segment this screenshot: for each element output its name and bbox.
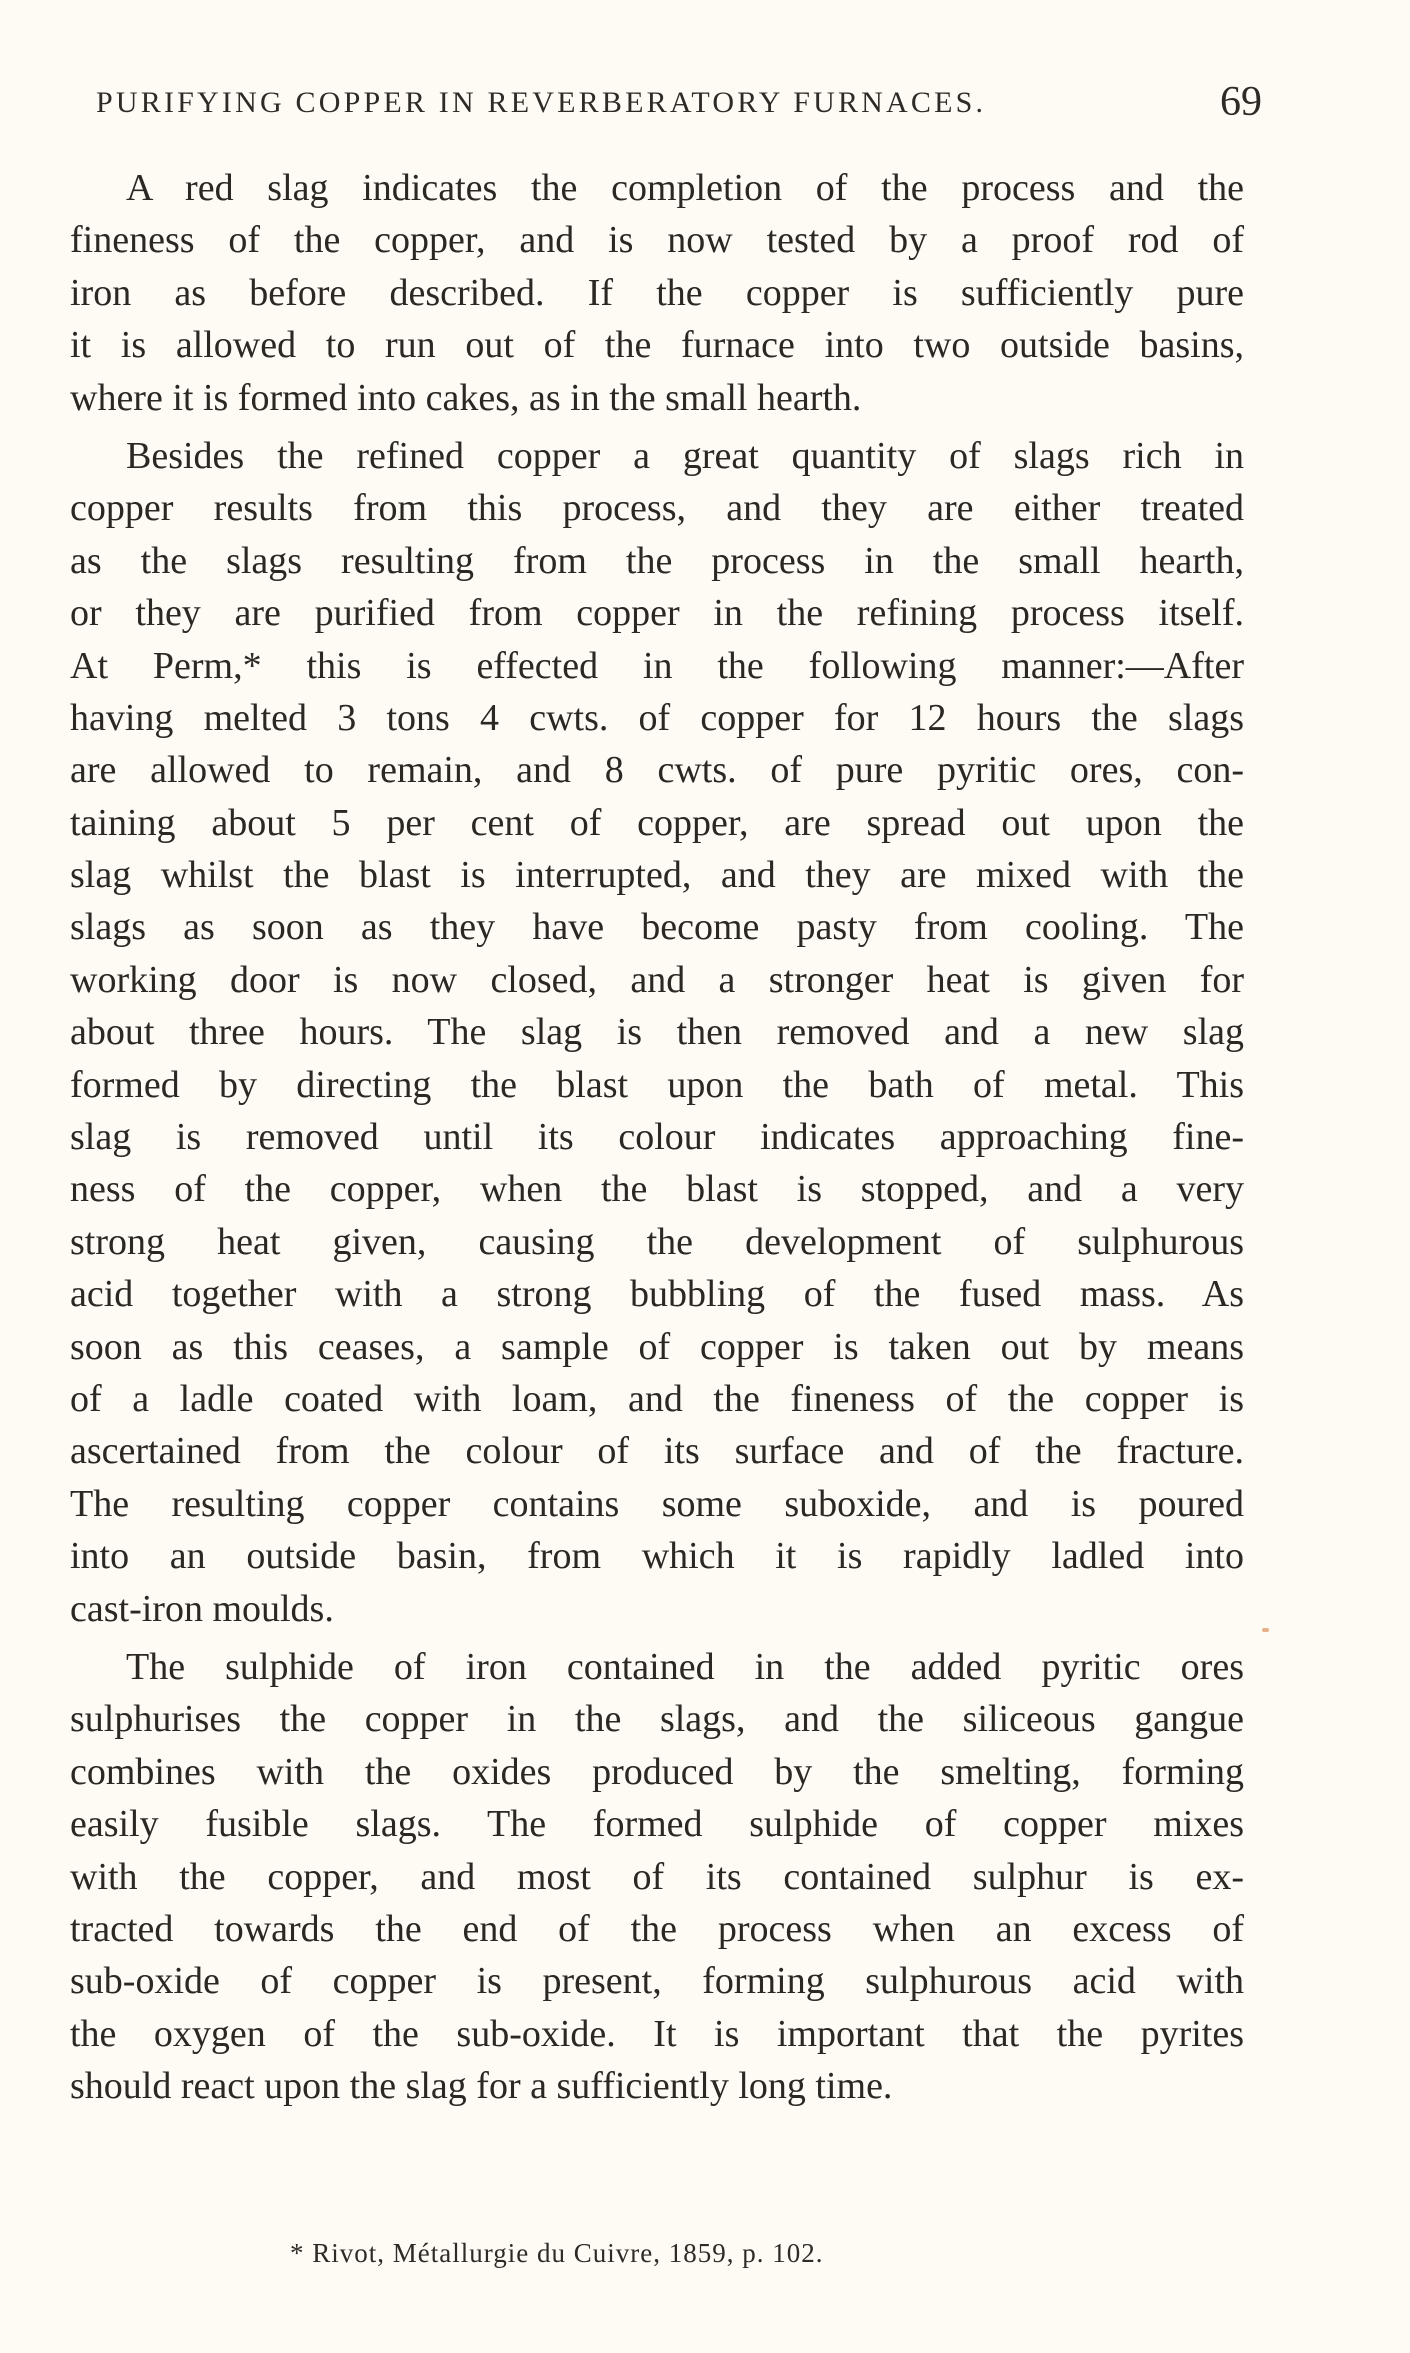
paragraph [70, 1641, 1244, 2113]
text-line: taining about 5 per cent of copper, are spread out upon the [70, 801, 1244, 844]
text-line: cast-iron moulds. [70, 1587, 334, 1630]
text-line: with the copper, and most of its contained sulphur is ex- [70, 1855, 1244, 1898]
text-line: A red slag indicates the completion of the process and the [126, 167, 1244, 209]
text-line: sub-oxide of copper is present, forming sulphurous acid with [70, 1960, 1244, 2003]
body-text [70, 162, 1244, 2112]
text-line: ness of the copper, when the blast is stopped, and a very [70, 1168, 1244, 1211]
text-line: fineness of the copper, and is now tested by a proof rod of [70, 219, 1244, 262]
text-line: slags as soon as they have become pasty from cooling. The [70, 906, 1244, 949]
text-line: iron as before described. If the copper is sufficiently pure [70, 271, 1244, 314]
text-line: should react upon the slag for a sufficiently long time. [70, 2065, 893, 2108]
text-line: working door is now closed, and a stronger heat is given for [70, 958, 1244, 1001]
text-line: copper results from this process, and they are either treated [70, 487, 1244, 530]
text-line: having melted 3 tons 4 cwts. of copper for 12 hours the slags [70, 696, 1244, 739]
running-head [96, 78, 1266, 138]
text-line: combines with the oxides produced by the smelting, forming [70, 1750, 1244, 1793]
footnote: * Rivot, Métallurgie du Cuivre, 1859, p. 102. [290, 2238, 824, 2268]
text-line: the oxygen of the sub-oxide. It is important that the pyrites [70, 2012, 1244, 2055]
text-line: it is allowed to run out of the furnace into two outside basins, [70, 324, 1244, 367]
text-line: as the slags resulting from the process in the small hearth, [70, 539, 1244, 582]
page-number: 69 [1220, 79, 1262, 125]
text-line: or they are purified from copper in the refining process itself. [70, 592, 1244, 635]
text-line: sulphurises the copper in the slags, and the siliceous gangue [70, 1698, 1244, 1741]
text-line: of a ladle coated with loam, and the fineness of the copper is [70, 1377, 1244, 1420]
text-line: slag whilst the blast is interrupted, and they are mixed with the [70, 854, 1244, 897]
text-line: where it is formed into cakes, as in the small hearth. [70, 376, 862, 419]
text-line: tracted towards the end of the process when an excess of [70, 1907, 1244, 1950]
ink-speck [1262, 1628, 1269, 1632]
running-title: PURIFYING COPPER IN REVERBERATORY FURNACES. [96, 86, 987, 119]
text-line: easily fusible slags. The formed sulphide of copper mixes [70, 1803, 1244, 1846]
text-line: The sulphide of iron contained in the added pyritic ores [126, 1645, 1244, 1688]
text-line: strong heat given, causing the development of sulphurous [70, 1220, 1244, 1263]
text-line: At Perm,* this is effected in the following manner:—After [70, 644, 1244, 687]
text-line: ascertained from the colour of its surface and of the fracture. [70, 1430, 1244, 1473]
text-line: soon as this ceases, a sample of copper is taken out by means [70, 1325, 1244, 1368]
text-line: about three hours. The slag is then removed and a new slag [70, 1011, 1244, 1054]
text-line: acid together with a strong bubbling of the fused mass. As [70, 1273, 1244, 1316]
text-line: slag is removed until its colour indicates approaching fine- [70, 1116, 1244, 1159]
text-line: formed by directing the blast upon the bath of metal. This [70, 1063, 1244, 1106]
text-line: The resulting copper contains some suboxide, and is poured [70, 1482, 1244, 1525]
text-line: Besides the refined copper a great quantity of slags rich in [126, 434, 1244, 477]
text-line: are allowed to remain, and 8 cwts. of pure pyritic ores, con- [70, 749, 1244, 792]
paragraph [70, 430, 1244, 1635]
text-line: into an outside basin, from which it is rapidly ladled into [70, 1535, 1244, 1578]
paragraph [70, 162, 1244, 424]
